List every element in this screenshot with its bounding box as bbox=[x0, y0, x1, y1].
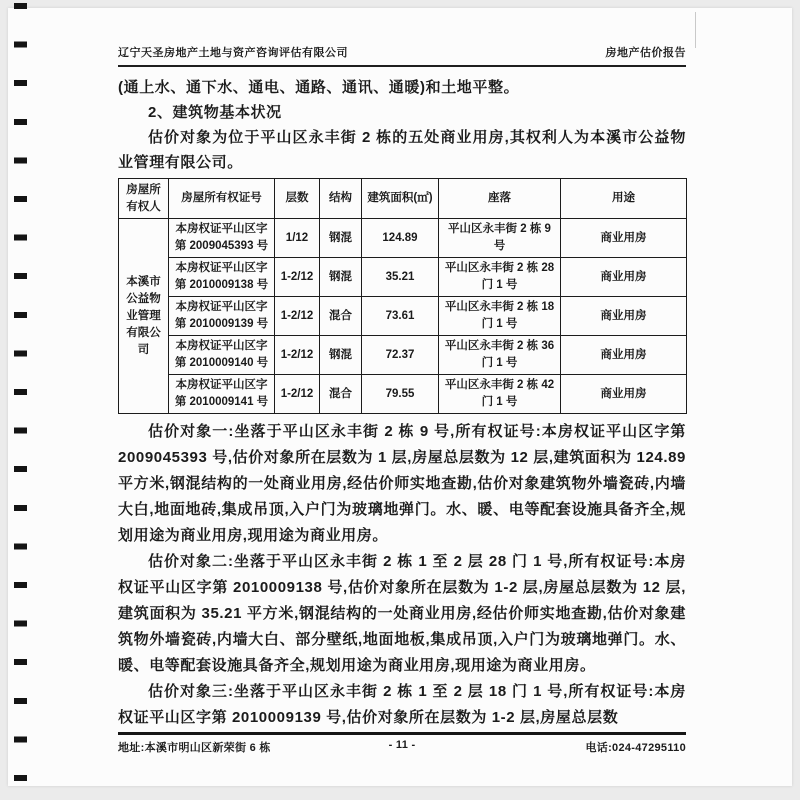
cert-cell: 本房权证平山区字第 2009045393 号 bbox=[169, 219, 275, 258]
structure-cell: 钢混 bbox=[320, 258, 362, 297]
structure-cell: 混合 bbox=[320, 297, 362, 336]
location-cell: 平山区永丰街 2 栋 28 门 1 号 bbox=[439, 258, 561, 297]
col-header-location: 座落 bbox=[439, 179, 561, 219]
cert-cell: 本房权证平山区字第 2010009140 号 bbox=[169, 336, 275, 375]
intro-line: (通上水、通下水、通电、通路、通讯、通暖)和土地平整。 bbox=[118, 79, 520, 96]
body-text bbox=[118, 419, 686, 731]
use-cell: 商业用房 bbox=[561, 219, 687, 258]
table-row bbox=[119, 375, 687, 414]
structure-cell: 钢混 bbox=[320, 336, 362, 375]
use-cell: 商业用房 bbox=[561, 375, 687, 414]
cert-cell: 本房权证平山区字第 2010009139 号 bbox=[169, 297, 275, 336]
table-row bbox=[119, 297, 687, 336]
table-row bbox=[119, 219, 687, 258]
appraisal-paragraph-2: 估价对象二:坐落于平山区永丰街 2 栋 1 至 2 层 28 门 1 号,所有权证号:本房权证平山区字第 2010009138 号,估价对象所在层数为 1-2 层,房屋总层数为 12 层,建筑面积为 35.21 平方米,钢混结构的一处商业用房,经估价师实地查勘,估价对象建筑物外墙瓷砖,内墙大白、部分壁纸,地面地板,集成吊顶,入户门为玻璃地弹门。水、暖、电等配套设施具备齐全,规划用途为商业用房,现用途为商业用房。 bbox=[118, 553, 686, 674]
footer-rule bbox=[118, 732, 686, 735]
location-cell: 平山区永丰街 2 栋 36 门 1 号 bbox=[439, 336, 561, 375]
floors-cell: 1-2/12 bbox=[275, 297, 320, 336]
page-content bbox=[118, 8, 686, 755]
table-row bbox=[119, 336, 687, 375]
table-body bbox=[119, 219, 687, 414]
intro-block bbox=[118, 75, 686, 175]
use-cell: 商业用房 bbox=[561, 297, 687, 336]
floors-cell: 1-2/12 bbox=[275, 336, 320, 375]
page-footer bbox=[118, 739, 686, 755]
location-cell: 平山区永丰街 2 栋 42 门 1 号 bbox=[439, 375, 561, 414]
use-cell: 商业用房 bbox=[561, 258, 687, 297]
report-title: 房地产估价报告 bbox=[605, 47, 686, 59]
col-header-structure: 结构 bbox=[320, 179, 362, 219]
section-heading: 2、建筑物基本状况 bbox=[148, 104, 282, 121]
use-cell: 商业用房 bbox=[561, 336, 687, 375]
area-cell: 79.55 bbox=[362, 375, 439, 414]
floors-cell: 1/12 bbox=[275, 219, 320, 258]
col-header-owner: 房屋所有权人 bbox=[119, 179, 169, 219]
cert-cell: 本房权证平山区字第 2010009138 号 bbox=[169, 258, 275, 297]
structure-cell: 钢混 bbox=[320, 219, 362, 258]
company-name: 辽宁天圣房地产土地与资产咨询评估有限公司 bbox=[118, 47, 348, 59]
location-cell: 平山区永丰街 2 栋 18 门 1 号 bbox=[439, 297, 561, 336]
col-header-floors: 层数 bbox=[275, 179, 320, 219]
table-header-row bbox=[119, 179, 687, 219]
appraisal-paragraph-1: 估价对象一:坐落于平山区永丰街 2 栋 9 号,所有权证号:本房权证平山区字第 2009045393 号,估价对象所在层数为 1 层,房屋总层数为 12 层,建筑面积为 124.89 平方米,钢混结构的一处商业用房,经估价师实地查勘,估价对象建筑物外墙瓷砖,内墙大白,地面地砖,集成吊顶,入户门为玻璃地弹门。水、暖、电等配套设施具备齐全,规划用途为商业用房,现用途为商业用房。 bbox=[118, 423, 686, 544]
area-cell: 73.61 bbox=[362, 297, 439, 336]
appraisal-paragraph-3: 估价对象三:坐落于平山区永丰街 2 栋 1 至 2 层 18 门 1 号,所有权证号:本房权证平山区字第 2010009139 号,估价对象所在层数为 1-2 层,房屋总层数 bbox=[118, 683, 686, 726]
area-cell: 72.37 bbox=[362, 336, 439, 375]
structure-cell: 混合 bbox=[320, 375, 362, 414]
footer-address: 地址:本溪市明山区新荣街 6 栋 bbox=[118, 742, 271, 754]
table-row bbox=[119, 258, 687, 297]
floors-cell: 1-2/12 bbox=[275, 375, 320, 414]
col-header-area: 建筑面积(㎡) bbox=[362, 179, 439, 219]
footer-phone: 电话:024-47295110 bbox=[585, 742, 686, 754]
cert-cell: 本房权证平山区字第 2010009141 号 bbox=[169, 375, 275, 414]
table-header bbox=[119, 179, 687, 219]
area-cell: 35.21 bbox=[362, 258, 439, 297]
location-cell: 平山区永丰街 2 栋 9 号 bbox=[439, 219, 561, 258]
page-number: - 11 - bbox=[388, 739, 416, 751]
floors-cell: 1-2/12 bbox=[275, 258, 320, 297]
owner-cell: 本溪市公益物业管理有限公司 bbox=[119, 219, 169, 414]
area-cell: 124.89 bbox=[362, 219, 439, 258]
scan-artifact-line bbox=[695, 12, 696, 48]
intro-paragraph: 估价对象为位于平山区永丰街 2 栋的五处商业用房,其权利人为本溪市公益物业管理有限公司。 bbox=[118, 129, 686, 171]
col-header-cert: 房屋所有权证号 bbox=[169, 179, 275, 219]
header-rule bbox=[118, 65, 686, 67]
property-table bbox=[118, 178, 687, 414]
page-header bbox=[118, 8, 686, 60]
binding-marks bbox=[14, 3, 27, 783]
col-header-use: 用途 bbox=[561, 179, 687, 219]
